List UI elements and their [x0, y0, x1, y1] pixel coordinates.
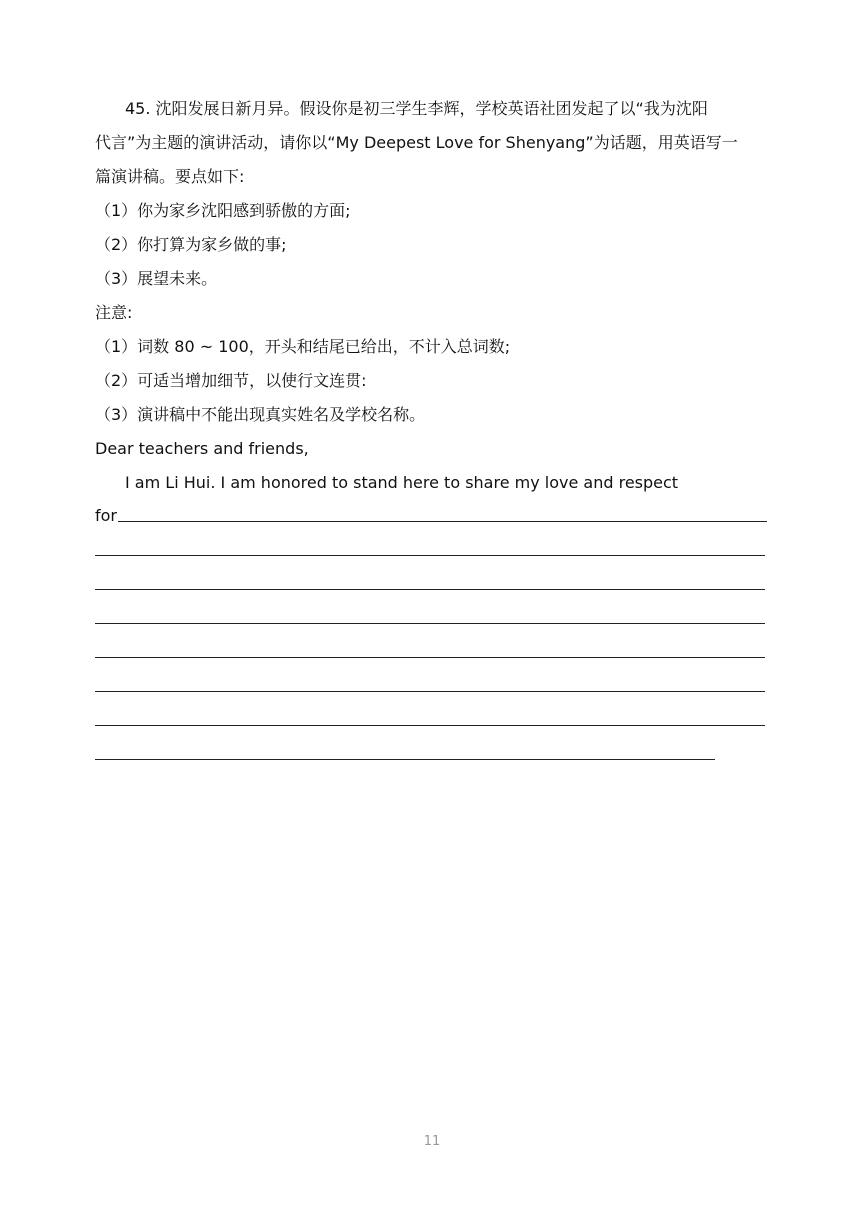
writing-line-6[interactable] [95, 666, 765, 700]
writing-line-4[interactable] [95, 598, 765, 632]
answer-rule [95, 555, 765, 556]
requirement-point-1: （1）你为家乡沈阳感到骄傲的方面; [95, 201, 351, 220]
question-prompt-line-2: 代言”为主题的演讲活动，请你以“My Deepest Love for Shenyang”为话题，用英语写一 [95, 133, 738, 152]
requirement-point-3: （3）展望未来。 [95, 269, 218, 288]
answer-rule [95, 691, 765, 692]
question-prompt-line-1: 45. 沈阳发展日新月异。假设你是初三学生李辉，学校英语社团发起了以“我为沈阳 [125, 99, 708, 118]
page-number: 11 [423, 1134, 441, 1149]
notes-heading: 注意: [95, 303, 133, 322]
question-block [95, 92, 770, 500]
essay-continuation: for [95, 506, 117, 525]
essay-opening: I am Li Hui. I am honored to stand here to share my love and respect [125, 473, 679, 492]
note-2: （2）可适当增加细节，以使行文连贯: [95, 371, 367, 390]
answer-rule [95, 589, 765, 590]
writing-line-1[interactable] [95, 496, 765, 530]
requirement-point-2: （2）你打算为家乡做的事; [95, 235, 287, 254]
answer-rule [95, 725, 765, 726]
writing-line-7[interactable] [95, 700, 765, 734]
answer-rule [95, 623, 765, 624]
writing-line-3[interactable] [95, 564, 765, 598]
writing-line-2[interactable] [95, 530, 765, 564]
answer-rule [95, 759, 715, 760]
writing-line-8[interactable] [95, 734, 715, 768]
writing-line-5[interactable] [95, 632, 765, 666]
question-prompt-line-3: 篇演讲稿。要点如下: [95, 167, 245, 186]
note-1: （1）词数 80 ~ 100，开头和结尾已给出，不计入总词数; [95, 337, 511, 356]
essay-salutation: Dear teachers and friends, [95, 439, 309, 458]
answer-rule [95, 657, 765, 658]
answer-rule [118, 521, 767, 522]
note-3: （3）演讲稿中不能出现真实姓名及学校名称。 [95, 405, 426, 424]
